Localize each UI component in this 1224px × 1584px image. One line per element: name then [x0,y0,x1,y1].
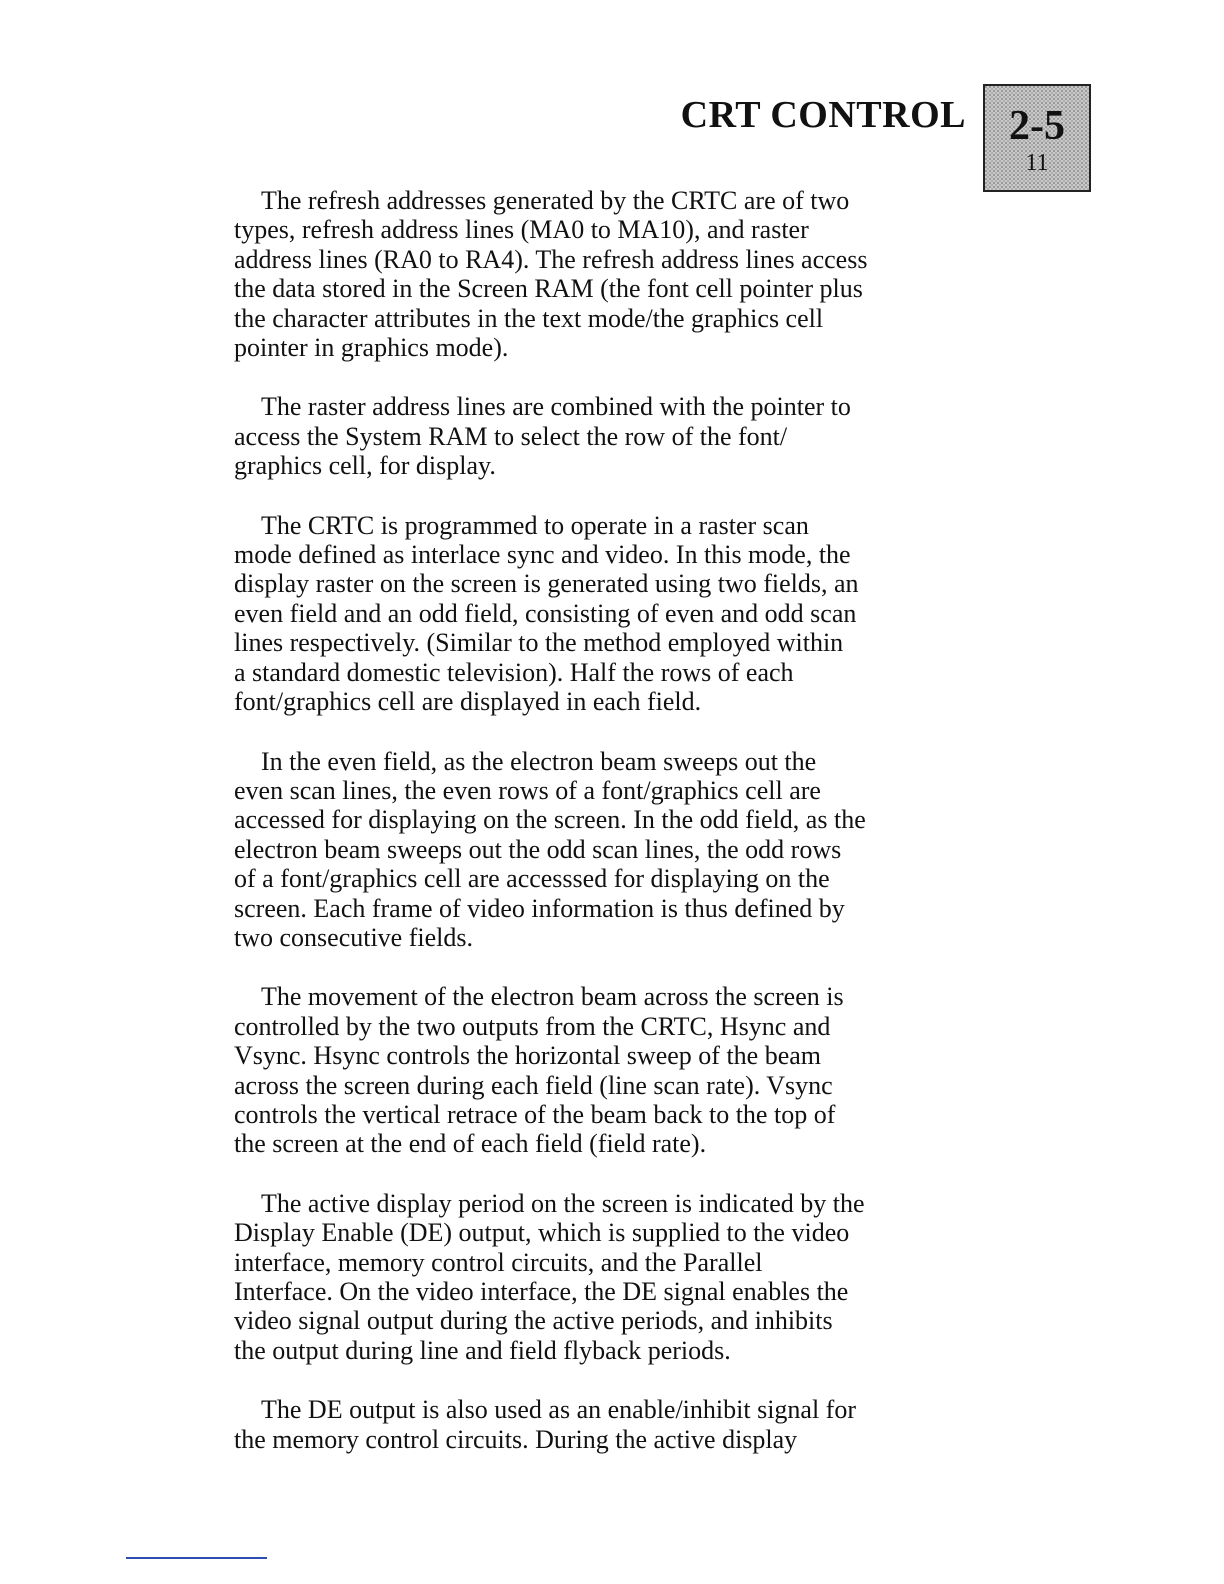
body-text [234,186,976,1484]
paragraph-de-memory-control: The DE output is also used as an enable/inhibit signal for the memory control circuits. During the active display [234,1395,856,1454]
paragraph-refresh-addresses: The refresh addresses generated by the CRTC are of two types, refresh address lines (MA0 to MA10), and raster address lines (RA0 to RA4). The refresh address lines access the data stored in the Screen RAM (the font cell pointer plus the character attributes in the text mode/the graphics cell pointer in graphics mode). [234,186,868,363]
section-tab [983,84,1091,192]
paragraph-interlace-mode: The CRTC is programmed to operate in a raster scan mode defined as interlace sync and video. In this mode, the display raster on the screen is generated using two fields, an even field and an odd field, consisting of even and odd scan lines respectively. (Similar to the method employed within a standard domestic television). Half the rows of each font/graphics cell are displayed in each field. [234,510,859,717]
footnote-rule [126,1557,267,1559]
paragraph-display-enable: The active display period on the screen is indicated by the Display Enable (DE) output, which is supplied to the video interface, memory control circuits, and the Parallel Interface. On the video interface, the DE signal enables the video signal output during the active periods, and inhibits the output during line and field flyback periods. [234,1188,865,1365]
section-number: 2-5 [1009,103,1065,149]
paragraph-raster-address-lines: The raster address lines are combined with the pointer to access the System RAM to select the row of the font/ graphics cell, for display. [234,392,851,481]
paragraph-hsync-vsync: The movement of the electron beam across the screen is controlled by the two outputs from the CRTC, Hsync and Vsync. Hsync controls the horizontal sweep of the beam across the screen during each field (line scan rate). Vsync controls the vertical retrace of the beam back to the top of the screen at the end of each field (field rate). [234,982,844,1159]
paragraph-even-odd-field: In the even field, as the electron beam sweeps out the even scan lines, the even rows of a font/graphics cell are accessed for displaying on the screen. In the odd field, as the electron beam sweeps out the odd scan lines, the odd rows of a font/graphics cell are accesssed for displaying on the screen. Each frame of video information is thus defined by two consecutive fields. [234,746,866,952]
page-number: 11 [1025,150,1049,176]
page-header-title: CRT CONTROL [680,94,966,136]
